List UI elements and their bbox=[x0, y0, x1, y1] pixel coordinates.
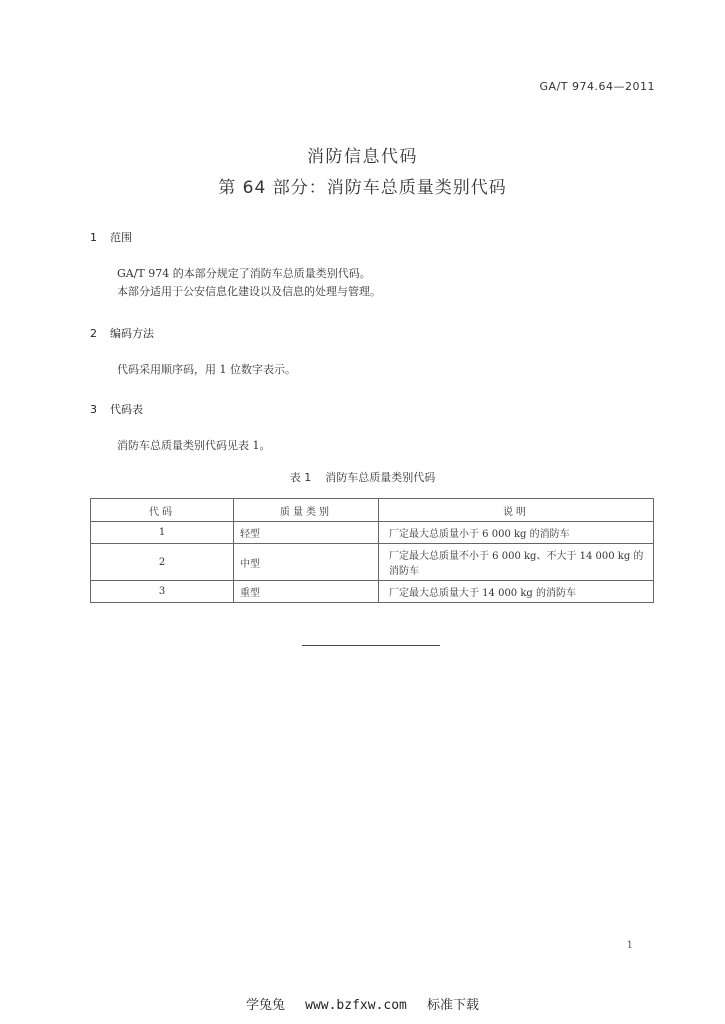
table-row bbox=[91, 544, 654, 581]
end-of-document-rule bbox=[302, 645, 440, 646]
description-cell: 厂定最大总质量大于 14 000 kg 的消防车 bbox=[379, 581, 654, 603]
scope-paragraph bbox=[117, 265, 381, 301]
section-title: 编码方法 bbox=[110, 327, 154, 340]
standard-number: GA/T 974.64—2011 bbox=[539, 80, 655, 93]
column-header-class: 质量类别 bbox=[234, 499, 379, 522]
footer-url[interactable]: www.bzfxw.com bbox=[305, 998, 407, 1013]
section-number: 1 bbox=[90, 231, 97, 244]
table-row bbox=[91, 522, 654, 544]
section-title: 代码表 bbox=[110, 403, 143, 416]
code-cell: 1 bbox=[91, 522, 234, 544]
paragraph-line: GA/T 974 的本部分规定了消防车总质量类别代码。 bbox=[117, 267, 371, 280]
footer-slogan: 标准下载 bbox=[427, 998, 480, 1013]
column-header-description: 说明 bbox=[379, 499, 654, 522]
document-subtitle: 第 64 部分：消防车总质量类别代码 bbox=[218, 178, 507, 198]
document-title: 消防信息代码 bbox=[307, 147, 418, 167]
description-cell: 厂定最大总质量不小于 6 000 kg、不大于 14 000 kg 的消防车 bbox=[379, 544, 654, 581]
section-heading-coding-method bbox=[90, 325, 154, 341]
column-header-code: 代码 bbox=[91, 499, 234, 522]
section-heading-scope bbox=[90, 229, 132, 245]
section-number: 2 bbox=[90, 327, 97, 340]
page-number: 1 bbox=[626, 940, 633, 951]
table-title: 消防车总质量类别代码 bbox=[325, 471, 436, 484]
description-cell: 厂定最大总质量小于 6 000 kg 的消防车 bbox=[379, 522, 654, 544]
section-title: 范围 bbox=[110, 231, 132, 244]
paragraph-line: 代码采用顺序码，用 1 位数字表示。 bbox=[117, 363, 296, 376]
table-row bbox=[91, 581, 654, 603]
paragraph-line: 消防车总质量类别代码见表 1。 bbox=[117, 439, 271, 452]
code-cell: 2 bbox=[91, 544, 234, 581]
code-table-paragraph bbox=[117, 437, 271, 455]
title-block bbox=[0, 142, 725, 198]
class-cell: 重型 bbox=[234, 581, 379, 603]
class-cell: 中型 bbox=[234, 544, 379, 581]
class-cell: 轻型 bbox=[234, 522, 379, 544]
footer-watermark bbox=[0, 994, 725, 1013]
section-heading-code-table bbox=[90, 401, 143, 417]
table-header-row bbox=[91, 499, 654, 522]
code-table bbox=[90, 498, 654, 603]
code-cell: 3 bbox=[91, 581, 234, 603]
paragraph-line: 本部分适用于公安信息化建设以及信息的处理与管理。 bbox=[117, 285, 381, 298]
section-number: 3 bbox=[90, 403, 97, 416]
footer-site-name: 学兔兔 bbox=[245, 998, 285, 1013]
table-number: 表 1 bbox=[289, 471, 312, 484]
coding-method-paragraph bbox=[117, 361, 296, 379]
table-caption bbox=[0, 469, 725, 485]
